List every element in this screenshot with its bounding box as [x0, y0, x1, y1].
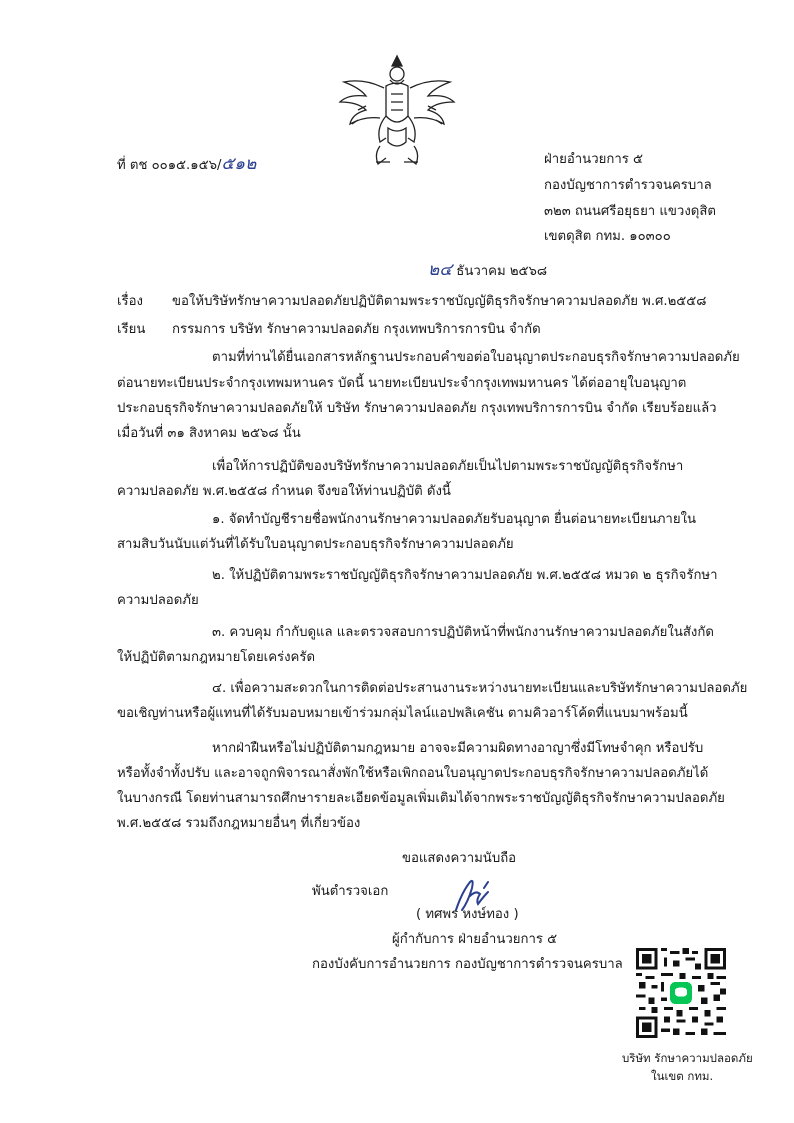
org-line: เขตดุสิต กทม. ๑๐๓๐๐	[544, 229, 671, 244]
signer-department: กองบังคับการอำนวยการ กองบัญชาการตำรวจนครบาล	[312, 957, 623, 972]
recipient-line	[117, 318, 541, 339]
garuda-emblem-icon	[336, 50, 458, 170]
org-line: ฝ่ายอำนวยการ ๕	[544, 152, 643, 167]
subject-label: เรื่อง	[117, 294, 143, 309]
paragraph-line: ความปลอดภัย พ.ศ.๒๕๕๘ กำหนด จึงขอให้ท่านปฏิบัติ ดังนี้	[117, 484, 451, 499]
list-item: ความปลอดภัย	[117, 593, 199, 608]
paragraph-line: พ.ศ.๒๕๕๘ รวมถึงกฎหมายอื่นๆ ที่เกี่ยวข้อง	[117, 816, 361, 831]
paragraph-line: ประกอบธุรกิจรักษาความปลอดภัยให้ บริษัท รักษาความปลอดภัย กรุงเทพบริการการบิน จำกัด เรียบร้อยแล้ว	[117, 401, 717, 416]
subject-text: ขอให้บริษัทรักษาความปลอดภัยปฏิบัติตามพระราชบัญญัติธุรกิจรักษาความปลอดภัย พ.ศ.๒๕๕๘	[172, 294, 707, 309]
list-item: ๒. ให้ปฏิบัติตามพระราชบัญญัติธุรกิจรักษาความปลอดภัย พ.ศ.๒๕๕๘ หมวด ๒ ธุรกิจรักษา	[212, 568, 718, 583]
paragraph-line: หากฝ่าฝืนหรือไม่ปฏิบัติตามกฎหมาย อาจจะมีความผิดทางอาญาซึ่งมีโทษจำคุก หรือปรับ	[212, 741, 704, 756]
signer-position: ผู้กำกับการ ฝ่ายอำนวยการ ๕	[392, 932, 558, 947]
recipient-text: กรรมการ บริษัท รักษาความปลอดภัย กรุงเทพบริการการบิน จำกัด	[172, 322, 541, 337]
signer-rank: พันตำรวจเอก	[312, 884, 389, 899]
date-handwritten: ๒๔	[428, 260, 453, 280]
list-item: ๓. ควบคุม กำกับดูแล และตรวจสอบการปฏิบัติหน้าที่พนักงานรักษาความปลอดภัยในสังกัด	[212, 625, 714, 640]
date-text: ธันวาคม ๒๕๖๘	[456, 264, 548, 279]
line-group-qr-code-icon	[636, 948, 726, 1038]
paragraph-line: เพื่อให้การปฏิบัติของบริษัทรักษาความปลอดภัยเป็นไปตามพระราชบัญญัติธุรกิจรักษา	[212, 459, 684, 474]
paragraph-line: เมื่อวันที่ ๓๑ สิงหาคม ๒๕๖๘ นั้น	[117, 426, 301, 441]
signer-name: ( ทศพร หงษ์ทอง )	[416, 907, 519, 922]
recipient-label: เรียน	[117, 322, 146, 337]
paragraph-line: ตามที่ท่านได้ยื่นเอกสารหลักฐานประกอบคำขอต่อใบอนุญาตประกอบธุรกิจรักษาความปลอดภัย	[212, 350, 740, 365]
qr-caption-line: บริษัท รักษาความปลอดภัย	[622, 1051, 753, 1065]
subject-line	[117, 290, 706, 311]
org-line: กองบัญชาการตำรวจนครบาล	[544, 178, 712, 193]
reference-number	[117, 150, 256, 177]
paragraph-line: ในบางกรณี โดยท่านสามารถศึกษารายละเอียดข้อมูลเพิ่มเติมได้จากพระราชบัญญัติธุรกิจรักษาความปลอดภัย	[117, 791, 725, 806]
paragraph-line: ต่อนายทะเบียนประจำกรุงเทพมหานคร บัดนี้ นายทะเบียนประจำกรุงเทพมหานคร ได้ต่ออายุใบอนุญาต	[117, 376, 687, 391]
paragraph-line: หรือทั้งจำทั้งปรับ และอาจถูกพิจารณาสั่งพักใช้หรือเพิกถอนใบอนุญาตประกอบธุรกิจรักษาความปลอดภัยได้	[117, 766, 709, 781]
qr-caption-line: ในเขต กทม.	[651, 1069, 714, 1083]
reference-handwritten: ๕๑๒	[221, 154, 257, 174]
org-line: ๓๒๓ ถนนศรีอยุธยา แขวงดุสิต	[544, 204, 716, 219]
list-item: ๔. เพื่อความสะดวกในการติดต่อประสานงานระหว่างนายทะเบียนและบริษัทรักษาความปลอดภัย	[212, 681, 748, 696]
list-item: ให้ปฏิบัติตามกฎหมายโดยเคร่งครัด	[117, 650, 316, 665]
list-item: สามสิบวันนับแต่วันที่ได้รับใบอนุญาตประกอบธุรกิจรักษาความปลอดภัย	[117, 537, 514, 552]
document-date	[428, 256, 547, 283]
reference-prefix: ที่ ตช ๐๐๑๕.๑๕๖/	[117, 158, 222, 173]
closing-regards: ขอแสดงความนับถือ	[402, 851, 517, 866]
list-item: ๑. จัดทำบัญชีรายชื่อพนักงานรักษาความปลอดภัยรับอนุญาต ยื่นต่อนายทะเบียนภายใน	[212, 512, 697, 527]
list-item: ขอเชิญท่านหรือผู้แทนที่ได้รับมอบหมายเข้าร่วมกลุ่มไลน์แอปพลิเคชัน ตามคิวอาร์โค้ดที่แนบมาพร้อมนี้	[117, 706, 688, 721]
